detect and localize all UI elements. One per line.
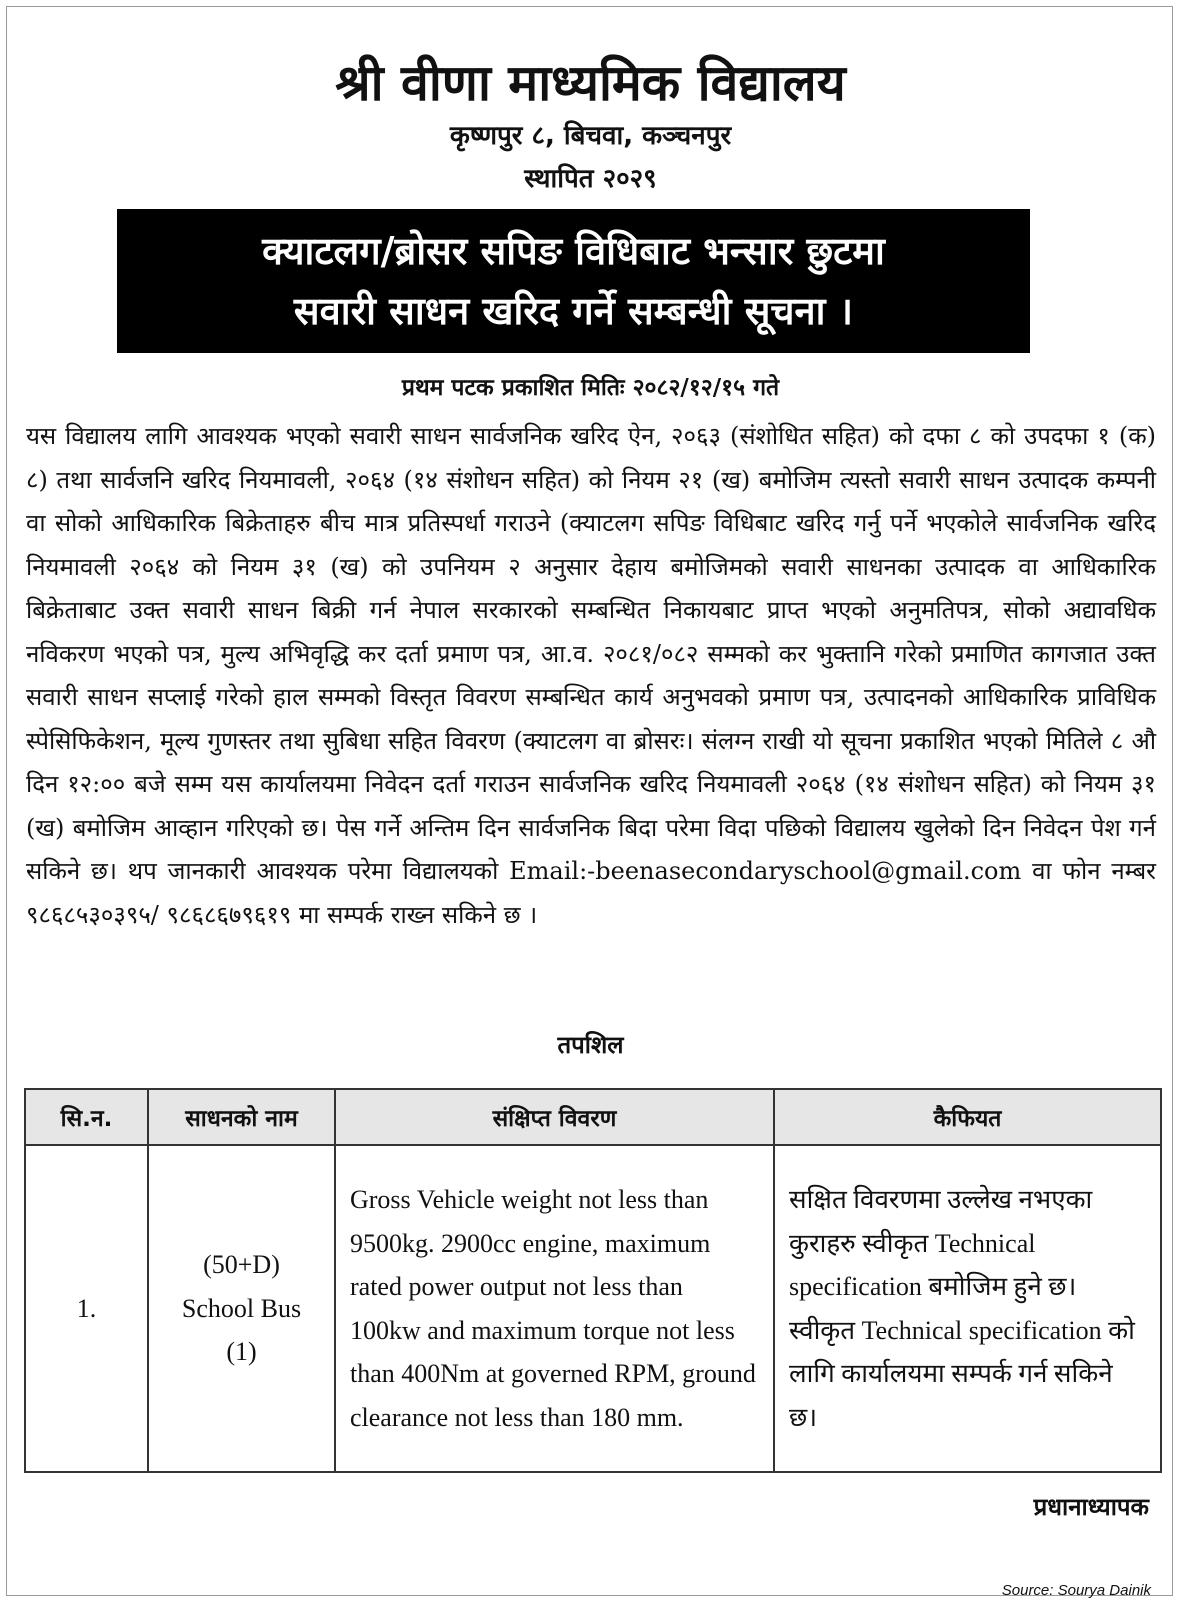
row-item-name (148, 1145, 335, 1472)
notice-title-banner (117, 209, 1030, 353)
signatory: प्रधानाध्यापक (1033, 1493, 1149, 1521)
table-title: तपशिल (557, 1031, 624, 1059)
table-row (25, 1145, 1161, 1472)
header-remarks: कैफियत (774, 1089, 1161, 1145)
header-description: संक्षिप्त विवरण (335, 1089, 774, 1145)
header-serial-no: सि.न. (25, 1089, 148, 1145)
row-serial-no: 1. (25, 1145, 148, 1472)
notice-body: यस विद्यालय लागि आवश्यक भएको सवारी साधन सार्वजनिक खरिद ऐन, २०६३ (संशोधित सहित) को दफा ८ को उपदफा १ (क) ८) तथा सार्वजनि खरिद नियमावली, २०६४ (१४ संशोधन सहित) को नियम २१ (ख) बमोजिम त्यस्तो सवारी साधन उत्पादक कम्पनी वा सोको आधिकारिक बिक्रेताहरु बीच मात्र प्रतिस्पर्धा गराउने (क्याटलग सपिङ विधिबाट खरिद गर्नु पर्ने भएकोले सार्वजनिक खरिद नियमावली २०६४ को नियम ३१ (ख) को उपनियम २ अनुसार देहाय बमोजिमको सवारी साधनका उत्पादक वा आधिकारिक बिक्रेताबाट उक्त सवारी साधन बिक्री गर्न नेपाल सरकारको सम्बन्धित निकायबाट प्राप्त भएको अनुमतिपत्र, सोको अद्यावधिक नविकरण भएको पत्र, मुल्य अभिवृद्धि कर दर्ता प्रमाण पत्र, आ.व. २०८१/०८२ सम्मको कर भुक्तानि गरेको प्रमाणित कागजात उक्त सवारी साधन सप्लाई गरेको हाल सम्मको विस्तृत विवरण सम्बन्धित कार्य अनुभवको प्रमाण पत्र, उत्पादनको आधिकारिक प्राविधिक स्पेसिफिकेशन, मूल्य गुणस्तर तथा सुबिधा सहित विवरण (क्याटलग वा ब्रोसरः। संलग्न राखी यो सूचना प्रकाशित भएको मितिले ८ औ दिन १२:०० बजे सम्म यस कार्यालयमा निवेदन दर्ता गराउन सार्वजनिक खरिद नियमावली २०६४ (१४ संशोधन सहित) को नियम ३१ (ख) बमोजिम आव्हान गरिएको छ। पेस गर्ने अन्तिम दिन सार्वजनिक बिदा परेमा विदा पछिको विद्यालय खुलेको दिन निवेदन पेश गर्न सकिने छ। थप जानकारी आवश्यक परेमा विद्यालयको Email:-beenasecondaryschool@gmail.com वा फोन नम्बर ९८६८५३०३९५/ ९८६८६७९६१९ मा सम्पर्क राख्न सकिने छ । (26, 422, 1156, 929)
row-remarks: सक्षित विवरणमा उल्लेख नभएका कुराहरु स्वीकृत Technical specification बमोजिम हुने छ। स्वीकृत Technical specification को लागि कार्यालयमा सम्पर्क गर्न सकिने छ। (774, 1145, 1161, 1472)
item-name-line-1: (50+D) (203, 1250, 280, 1280)
item-name-line-2: School Bus (181, 1293, 302, 1323)
published-date: प्रथम पटक प्रकाशित मितिः २०८२/१२/१५ गते (401, 375, 780, 401)
source-credit: Source: Sourya Dainik (1001, 1582, 1151, 1599)
items-table (24, 1088, 1162, 1473)
header-item-name: साधनको नाम (148, 1089, 335, 1145)
school-established: स्थापित २०२९ (524, 164, 657, 194)
notice-title-line-2: सवारी साधन खरिद गर्ने सम्बन्धी सूचना । (293, 289, 854, 333)
school-address: कृष्णपुर ८, बिचवा, कञ्चनपुर (449, 121, 732, 151)
table-header-row (25, 1089, 1161, 1145)
school-name: श्री वीणा माध्यमिक विद्यालय (335, 54, 846, 112)
item-name-line-3: (1) (226, 1337, 257, 1367)
row-description: Gross Vehicle weight not less than 9500kg. 2900cc engine, maximum rated power output not less than 100kw and maximum torque not less than 400Nm at governed RPM, ground clearance not less than 180 mm. (335, 1145, 774, 1472)
notice-title-line-1: क्याटलग/ब्रोसर सपिङ विधिबाट भन्सार छुटमा (262, 229, 885, 273)
